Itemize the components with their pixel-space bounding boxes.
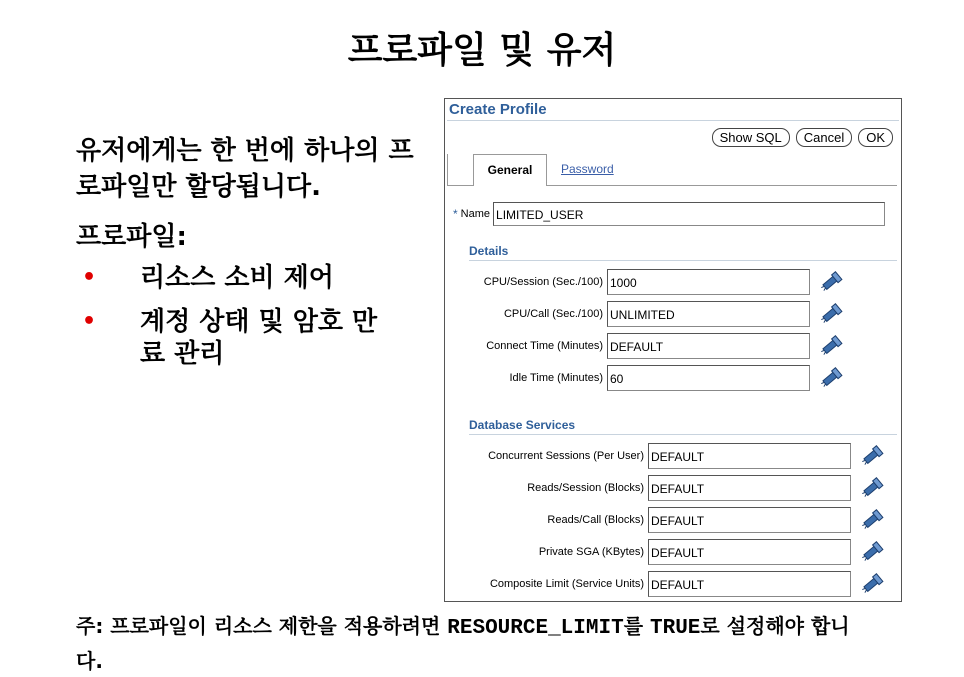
flashlight-icon[interactable] bbox=[818, 367, 844, 389]
bullet-item bbox=[82, 306, 402, 370]
name-label: Name bbox=[460, 208, 491, 220]
details-heading: Details bbox=[469, 244, 897, 261]
flashlight-icon[interactable] bbox=[859, 477, 885, 499]
private-sga-field[interactable]: DEFAULT bbox=[648, 539, 851, 565]
bullet-dot: • bbox=[82, 309, 97, 334]
service-row bbox=[449, 571, 885, 597]
flashlight-icon[interactable] bbox=[859, 509, 885, 531]
cpu-call-field[interactable]: UNLIMITED bbox=[607, 301, 810, 327]
reads-call-field[interactable]: DEFAULT bbox=[648, 507, 851, 533]
detail-row bbox=[449, 269, 844, 295]
button-row bbox=[712, 128, 893, 147]
show-sql-button[interactable]: Show SQL bbox=[712, 128, 790, 147]
database-services-heading: Database Services bbox=[469, 418, 897, 435]
tab-bar-edge bbox=[447, 154, 448, 185]
tab-password[interactable]: Password bbox=[561, 162, 614, 176]
profile-label: 프로파일: bbox=[76, 222, 187, 252]
service-row bbox=[449, 443, 885, 469]
idle-time-field[interactable]: 60 bbox=[607, 365, 810, 391]
note-prefix: 주: 프로파일이 리소스 제한을 적용하려면 bbox=[76, 614, 448, 638]
flashlight-icon[interactable] bbox=[859, 541, 885, 563]
tab-bar bbox=[447, 154, 897, 186]
connect-time-field[interactable]: DEFAULT bbox=[607, 333, 810, 359]
slide-title: 프로파일 및 유저 bbox=[347, 30, 617, 71]
field-label: Connect Time (Minutes) bbox=[486, 340, 603, 352]
note-code-resource-limit: RESOURCE_LIMIT bbox=[447, 617, 624, 640]
field-label: CPU/Call (Sec./100) bbox=[503, 308, 603, 320]
note-mid: 를 bbox=[623, 614, 650, 638]
bullet-text: 리소스 소비 제어 bbox=[140, 263, 334, 293]
bullet-dot: • bbox=[82, 265, 97, 290]
field-label: CPU/Session (Sec./100) bbox=[483, 276, 603, 288]
flashlight-icon[interactable] bbox=[818, 335, 844, 357]
field-label: Composite Limit (Service Units) bbox=[489, 578, 644, 590]
service-row bbox=[449, 539, 885, 565]
tab-bar-line bbox=[546, 185, 897, 186]
flashlight-icon[interactable] bbox=[818, 303, 844, 325]
cancel-button[interactable]: Cancel bbox=[796, 128, 852, 147]
detail-row bbox=[449, 333, 844, 359]
tab-general[interactable]: General bbox=[473, 154, 547, 186]
field-label: Private SGA (KBytes) bbox=[538, 546, 644, 558]
ok-button[interactable]: OK bbox=[858, 128, 893, 147]
detail-row bbox=[449, 301, 844, 327]
intro-text: 유저에게는 한 번에 하나의 프로파일만 할당됩니다. bbox=[76, 136, 414, 202]
bullet-list bbox=[82, 262, 402, 382]
title-divider bbox=[447, 120, 899, 121]
note-code-true: TRUE bbox=[650, 617, 701, 640]
service-row bbox=[449, 507, 885, 533]
panel-title: Create Profile bbox=[449, 101, 547, 118]
flashlight-icon[interactable] bbox=[859, 573, 885, 595]
field-label: Reads/Call (Blocks) bbox=[547, 514, 644, 526]
field-label: Reads/Session (Blocks) bbox=[527, 482, 644, 494]
field-label: Concurrent Sessions (Per User) bbox=[488, 450, 644, 462]
create-profile-panel bbox=[444, 98, 902, 602]
name-field[interactable]: LIMITED_USER bbox=[493, 202, 885, 226]
concurrent-sessions-field[interactable]: DEFAULT bbox=[648, 443, 851, 469]
name-row bbox=[453, 202, 885, 226]
detail-row bbox=[449, 365, 844, 391]
tab-bar-line bbox=[447, 185, 473, 186]
cpu-session-field[interactable]: 1000 bbox=[607, 269, 810, 295]
flashlight-icon[interactable] bbox=[859, 445, 885, 467]
required-mark: * bbox=[453, 207, 458, 221]
field-label: Idle Time (Minutes) bbox=[509, 372, 603, 384]
note-suffix: 로 설정해야 합니다. bbox=[76, 614, 850, 673]
flashlight-icon[interactable] bbox=[818, 271, 844, 293]
bullet-item bbox=[82, 262, 402, 294]
reads-session-field[interactable]: DEFAULT bbox=[648, 475, 851, 501]
composite-limit-field[interactable]: DEFAULT bbox=[648, 571, 851, 597]
bullet-text: 계정 상태 및 암호 만료 관리 bbox=[140, 307, 378, 369]
footnote bbox=[76, 610, 876, 677]
service-row bbox=[449, 475, 885, 501]
